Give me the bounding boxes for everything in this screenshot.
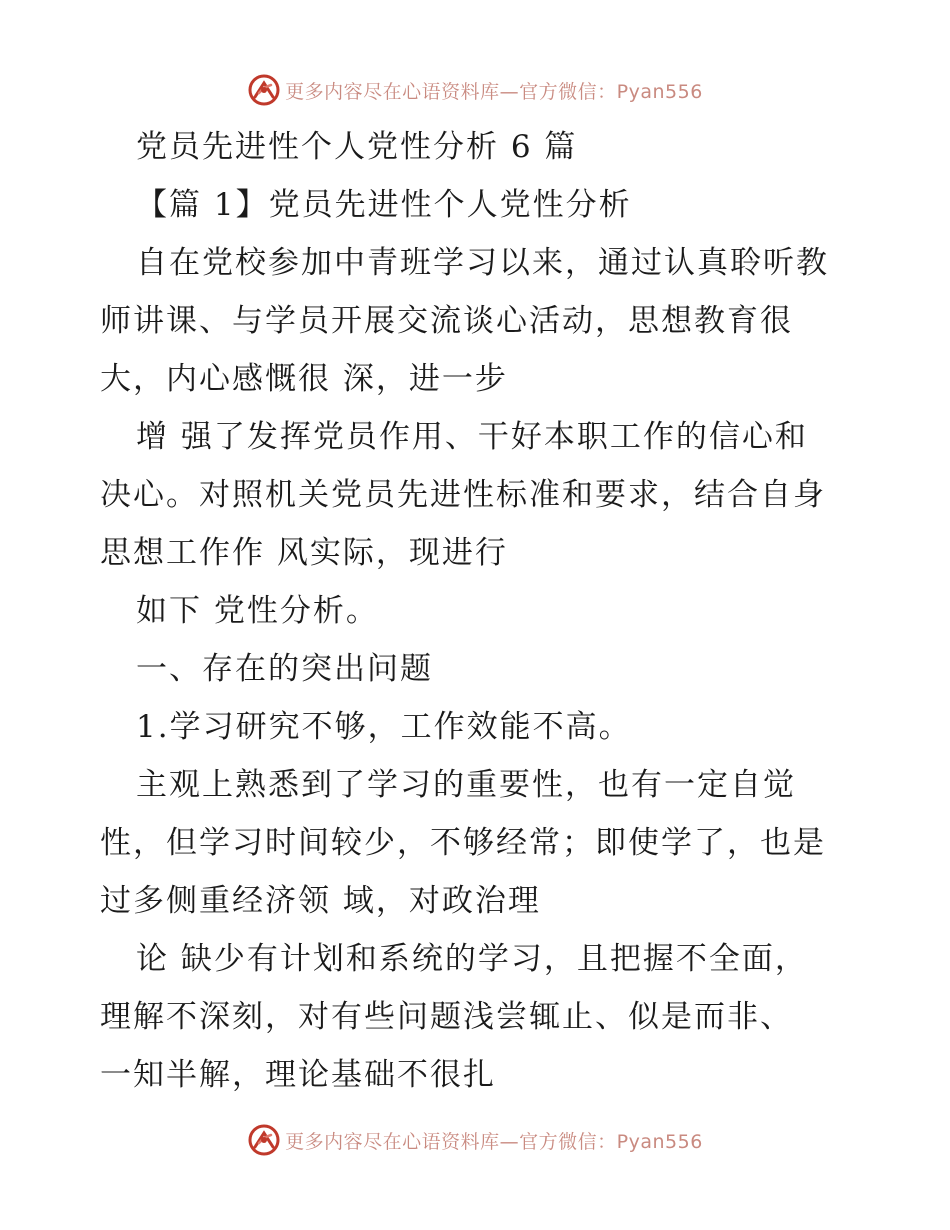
section-heading: 【篇 1】党员先进性个人党性分析 bbox=[136, 187, 632, 223]
paragraph-line: 一、存在的突出问题 bbox=[136, 651, 433, 687]
brand-logo-icon bbox=[247, 1123, 281, 1157]
paragraph-line: 一知半解，理论基础不很扎 bbox=[100, 1057, 496, 1093]
watermark-text: 更多内容尽在心语资料库—官方微信：Pyan556 bbox=[285, 80, 703, 103]
paragraph-line: 师讲课、与学员开展交流谈心活动，思想教育很 bbox=[100, 303, 793, 339]
paragraph-line: 思想工作作 风实际，现进行 bbox=[100, 535, 508, 571]
paragraph-line: 论 缺少有计划和系统的学习，且把握不全面， bbox=[136, 941, 808, 977]
paragraph-line: 主观上熟悉到了学习的重要性，也有一定自觉 bbox=[136, 767, 796, 803]
brand-logo-icon bbox=[247, 73, 281, 107]
document-body bbox=[100, 118, 860, 1104]
paragraph-line: 理解不深刻，对有些问题浅尝辄止、似是而非、 bbox=[100, 999, 793, 1035]
paragraph-line: 性，但学习时间较少，不够经常；即使学了，也是 bbox=[100, 825, 826, 861]
footer-watermark-banner bbox=[0, 1120, 950, 1160]
header-watermark-banner bbox=[0, 70, 950, 110]
paragraph-line: 决心。对照机关党员先进性标准和要求，结合自身 bbox=[100, 477, 826, 513]
paragraph-line: 如下 党性分析。 bbox=[136, 593, 379, 629]
watermark-text: 更多内容尽在心语资料库—官方微信：Pyan556 bbox=[285, 1130, 703, 1153]
paragraph-line: 增 强了发挥党员作用、干好本职工作的信心和 bbox=[136, 419, 808, 455]
paragraph-line: 大，内心感慨很 深，进一步 bbox=[100, 361, 508, 397]
paragraph-line: 过多侧重经济领 域，对政治理 bbox=[100, 883, 541, 919]
document-title: 党员先进性个人党性分析 6 篇 bbox=[136, 129, 578, 165]
paragraph-line: 自在党校参加中青班学习以来，通过认真聆听教 bbox=[136, 245, 829, 281]
paragraph-line: 1.学习研究不够，工作效能不高。 bbox=[136, 709, 632, 745]
